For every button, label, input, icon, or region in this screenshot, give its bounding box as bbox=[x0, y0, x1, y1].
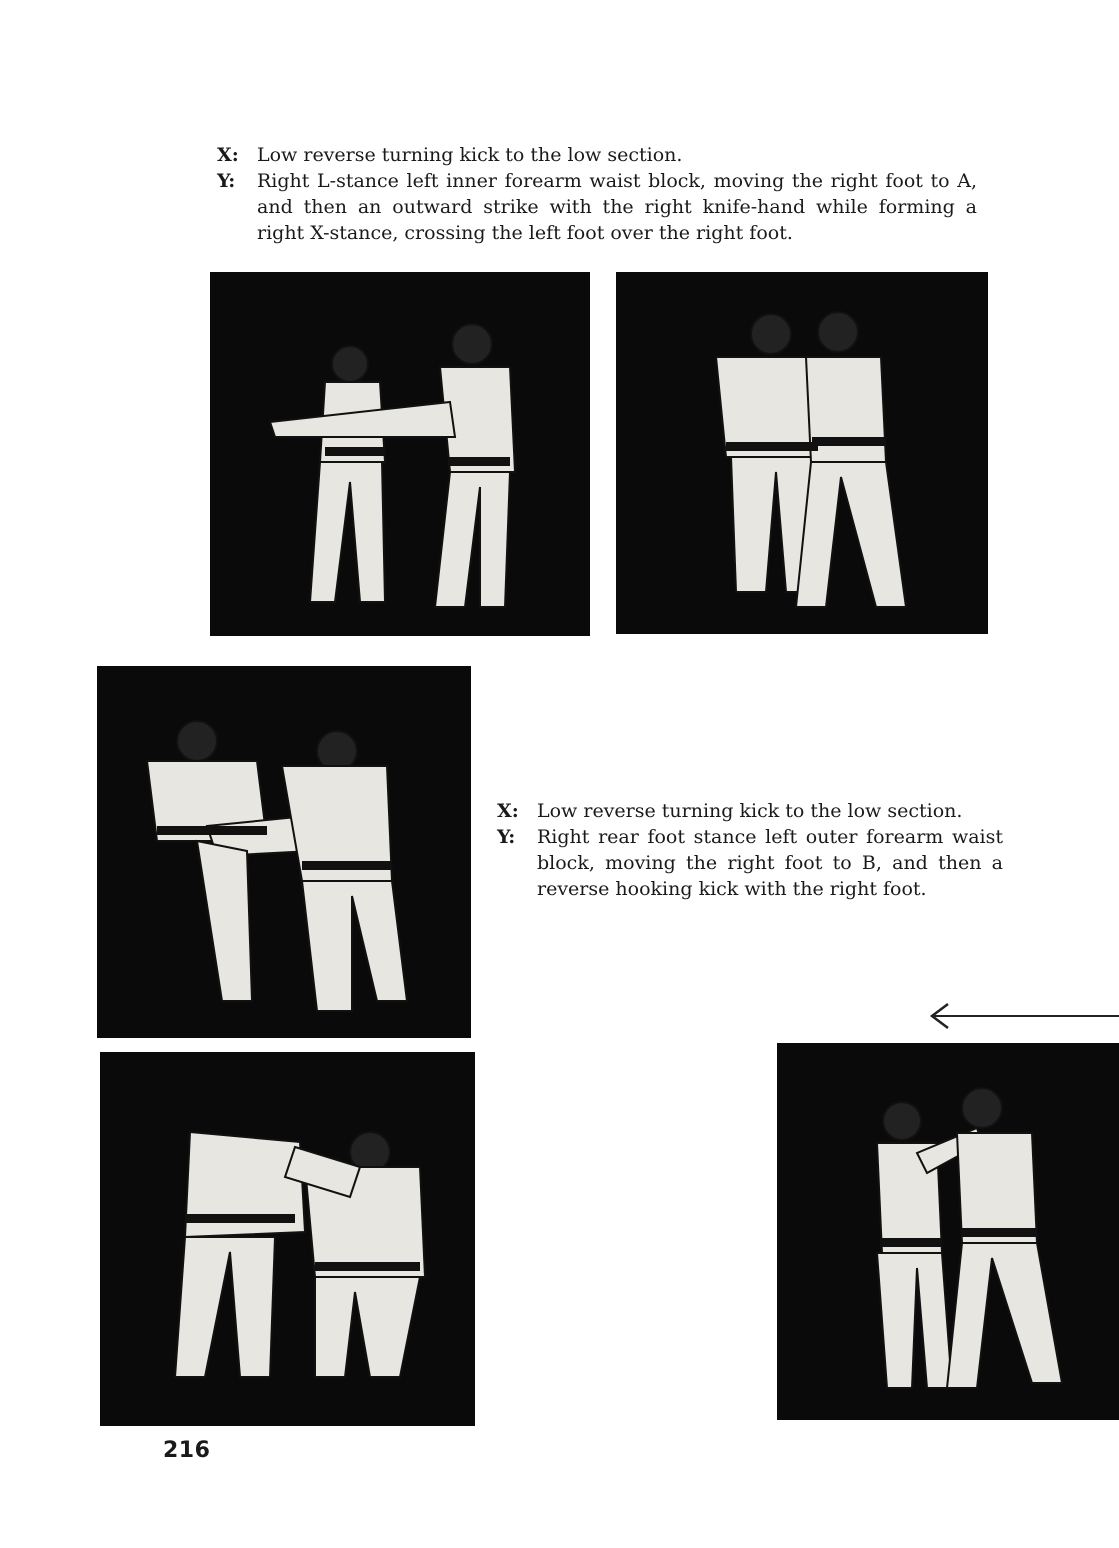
photo-strike bbox=[777, 1043, 1119, 1420]
martial-artists-kick-photo bbox=[210, 272, 590, 636]
attacker-text: Low reverse turning kick to the low section. bbox=[537, 800, 963, 822]
martial-artists-block-photo bbox=[616, 272, 988, 634]
page-number: 216 bbox=[163, 1438, 211, 1463]
attacker-label: X: bbox=[497, 800, 519, 822]
caption-top-y bbox=[217, 168, 977, 246]
martial-artists-low-kick-photo bbox=[97, 666, 471, 1038]
caption-middle bbox=[497, 798, 1003, 902]
attacker-text: Low reverse turning kick to the low section. bbox=[257, 144, 683, 166]
arrow-left-icon bbox=[926, 1000, 1119, 1034]
caption-middle-x bbox=[497, 798, 1003, 824]
martial-artists-hooking-kick-photo bbox=[100, 1052, 475, 1426]
caption-top bbox=[217, 142, 977, 246]
photo-low-kick bbox=[97, 666, 471, 1038]
photo-kick bbox=[210, 272, 590, 636]
caption-top-x bbox=[217, 142, 977, 168]
photo-block bbox=[616, 272, 988, 634]
defender-text: Right L-stance left inner forearm waist block, moving the right foot to A, and then an outward strike with the right knife-hand while forming a right X-stance, crossing the left foot over the right foot. bbox=[257, 170, 977, 244]
attacker-label: X: bbox=[217, 144, 239, 166]
martial-artists-strike-photo bbox=[777, 1043, 1119, 1420]
defender-text: Right rear foot stance left outer forearm waist block, moving the right foot to B, and then a reverse hooking kick with the right foot. bbox=[537, 826, 1003, 900]
photo-hooking-kick bbox=[100, 1052, 475, 1426]
defender-label: Y: bbox=[497, 826, 516, 848]
defender-label: Y: bbox=[217, 170, 236, 192]
caption-middle-y bbox=[497, 824, 1003, 902]
